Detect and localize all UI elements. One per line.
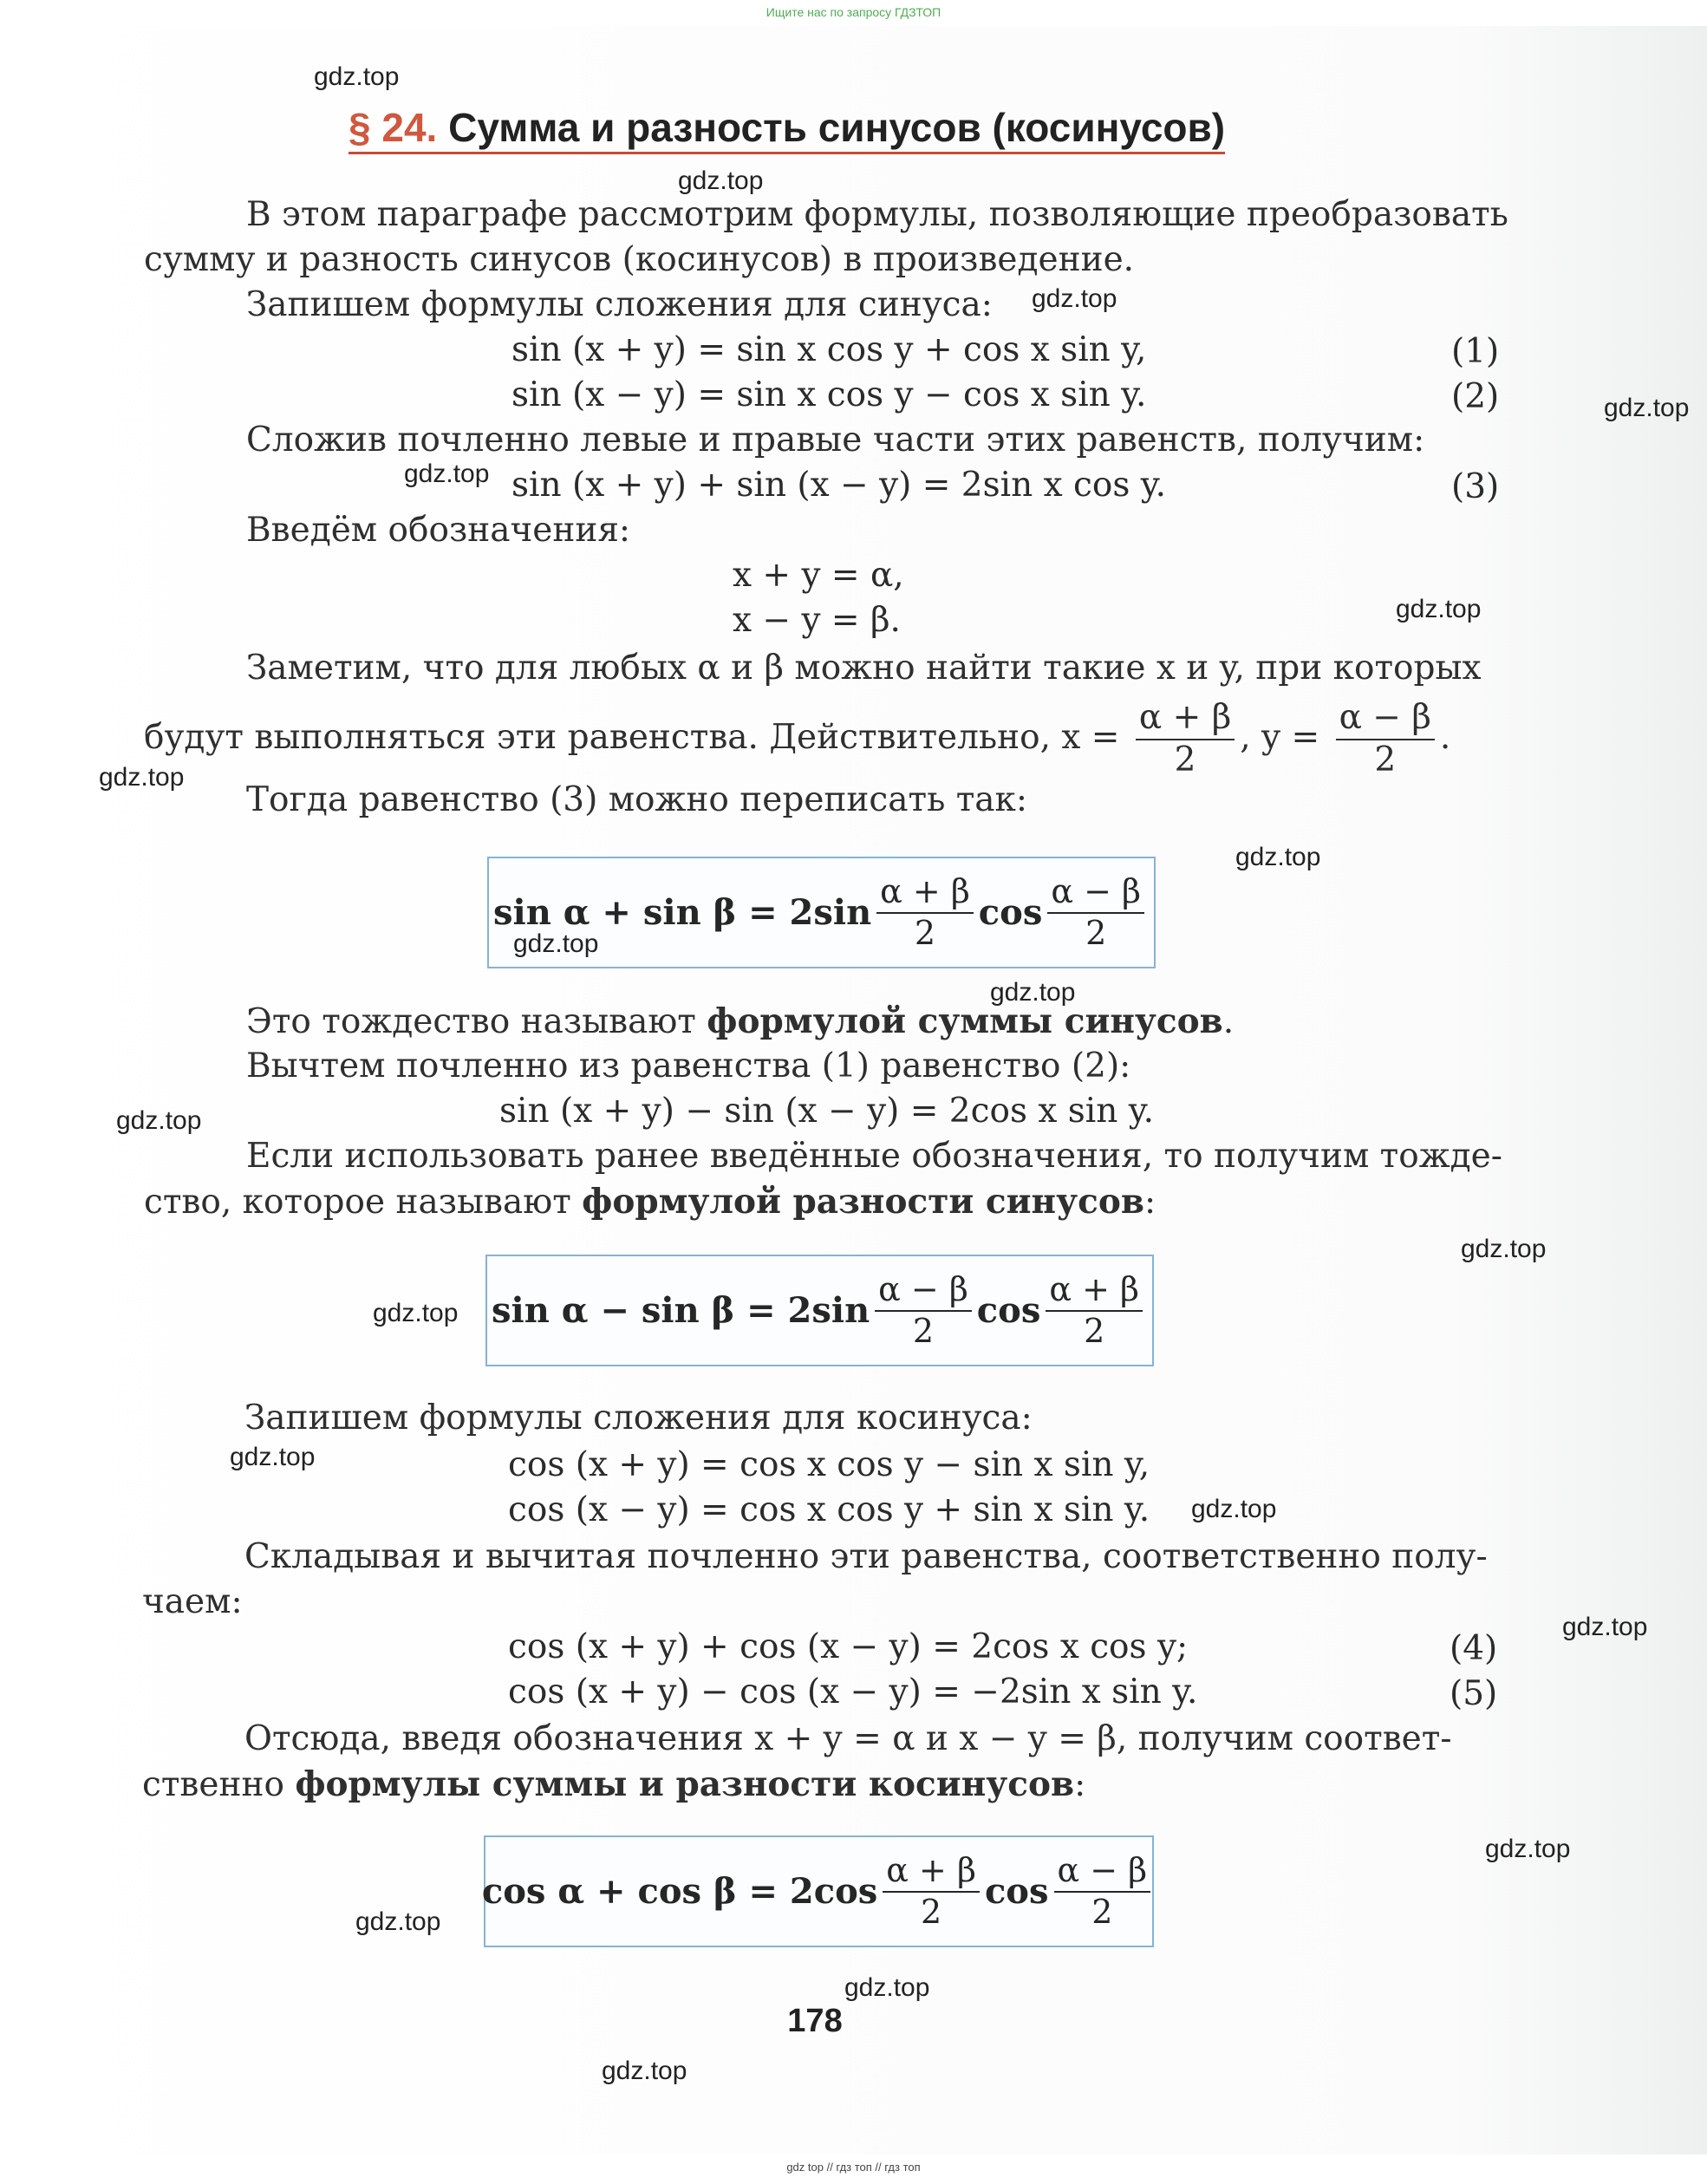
equation-3-number: (3) (1451, 467, 1500, 506)
box3-fraction-2-denominator: 2 (1091, 1892, 1113, 1931)
equation-2-lhs: sin (x − y) (511, 375, 687, 414)
watermark: gdz.top (1032, 284, 1117, 313)
paragraph-note-end: . (1439, 717, 1451, 757)
equation-4-number: (4) (1450, 1629, 1498, 1668)
equation-2-rhs: = sin x cos y − cos x sin y. (697, 375, 1147, 414)
section-title-text: Сумма и разность синусов (косинусов) (448, 105, 1226, 150)
watermark: gdz.top (355, 1907, 441, 1936)
watermark: gdz.top (1604, 394, 1690, 422)
box2-fraction-2-denominator: 2 (1084, 1311, 1105, 1350)
box2-fraction-2 (1046, 1269, 1143, 1350)
paragraph-subtract: Вычтем почленно из равенства (1) равенство (2): (246, 1046, 1131, 1085)
term-sum-difference-cosines: формулы суммы и разности косинусов (295, 1764, 1075, 1804)
box1-lhs: sin α + sin β = 2sin (493, 892, 872, 933)
term-sum-of-sines: формулой суммы синусов (707, 1001, 1223, 1041)
fraction-y (1336, 698, 1435, 779)
box3-fraction-1 (883, 1850, 980, 1931)
watermark: gdz.top (602, 2057, 687, 2085)
box2-lhs: sin α − sin β = 2sin (492, 1290, 870, 1331)
paragraph-sine-formulas: Запишем формулы сложения для синуса: (246, 285, 993, 324)
equation-5: cos (x + y) − cos (x − y) = −2sin x sin y. (508, 1672, 1198, 1711)
fraction-x-denominator: 2 (1174, 740, 1196, 779)
box1-cos: cos (978, 892, 1043, 933)
watermark: gdz.top (678, 166, 764, 195)
equation-4: cos (x + y) + cos (x − y) = 2cos x cos y; (508, 1627, 1189, 1666)
p12-post: : (1074, 1765, 1086, 1804)
watermark: gdz.top (1461, 1235, 1547, 1263)
paragraph-sum-of-sines (246, 1001, 1234, 1043)
p9-pre: ство, которое называют (144, 1183, 583, 1222)
watermark: gdz.top (404, 460, 490, 488)
paragraph-add-subtract-line-2: чаем: (142, 1582, 243, 1621)
term-difference-of-sines: формулой разности синусов (582, 1182, 1144, 1222)
equation-1-rhs: = sin x cos y + cos x sin y, (697, 330, 1147, 369)
substitution-alpha: x + y = α, (733, 556, 904, 595)
equation-3: sin (x + y) + sin (x − y) = 2sin x cos y. (511, 466, 1166, 505)
watermark: gdz.top (116, 1106, 202, 1135)
paragraph-add-subtract-text-1: Складывая и вычитая почленно эти равенства, соответственно полу- (244, 1537, 1488, 1576)
equation-1-lhs: sin (x + y) (511, 330, 687, 369)
equation-difference: sin (x + y) − sin (x − y) = 2cos x sin y. (499, 1092, 1154, 1131)
box2-cos: cos (976, 1290, 1041, 1331)
paragraph-difference-text-1: Если использовать ранее введённые обозначения, то получим тожде- (246, 1137, 1502, 1176)
box1-fraction-1 (876, 871, 974, 952)
watermark: gdz.top (1485, 1835, 1571, 1863)
box1-fraction-2-denominator: 2 (1085, 913, 1107, 952)
watermark: gdz.top (373, 1299, 459, 1327)
paragraph-add-subtract-line-1 (244, 1537, 1503, 1578)
paragraph-notation: Введём обозначения: (246, 511, 631, 550)
substitution-beta: x − y = β. (733, 601, 901, 640)
box3-lhs: cos α + cos β = 2cos (481, 1871, 878, 1912)
paragraph-hence-line-1 (244, 1719, 1503, 1760)
box3-cos: cos (984, 1871, 1049, 1912)
paragraph-hence-text-1: Отсюда, введя обозначения x + y = α и x − y = β, получим соответ- (244, 1719, 1452, 1758)
p9-post: : (1143, 1183, 1156, 1222)
paragraph-rewrite: Тогда равенство (3) можно переписать так: (246, 780, 1028, 819)
equation-cos-diff: cos (x − y) = cos x cos y + sin x sin y. (508, 1490, 1150, 1529)
box1-fraction-2-numerator: α − β (1047, 875, 1144, 914)
paragraph-note-line-1 (246, 649, 1503, 689)
paragraph-hence-line-2 (142, 1764, 1085, 1806)
box2-fraction-1 (875, 1269, 972, 1350)
watermark: gdz.top (99, 763, 185, 792)
paragraph-intro-line-1 (246, 195, 1508, 236)
equation-2-number: (2) (1451, 377, 1500, 416)
box2-fraction-2-numerator: α + β (1046, 1273, 1143, 1312)
paragraph-cosine-formulas: Запишем формулы сложения для косинуса: (244, 1398, 1033, 1438)
watermark: gdz.top (1562, 1613, 1648, 1641)
watermark: gdz.top (1235, 843, 1321, 871)
formula-box-difference-of-sines (485, 1255, 1154, 1366)
watermark: gdz.top (513, 929, 599, 958)
paragraph-difference-line-1 (246, 1137, 1503, 1177)
footer-note: gdz top // гдз топ // гдз топ (786, 2161, 921, 2174)
watermark: gdz.top (990, 978, 1076, 1007)
box2-fraction-1-numerator: α − β (875, 1273, 972, 1312)
fraction-x-numerator: α + β (1136, 701, 1235, 740)
watermark: gdz.top (1396, 595, 1482, 623)
paragraph-note-separator: , y = (1240, 717, 1320, 757)
box2-fraction-1-denominator: 2 (912, 1311, 935, 1350)
section-number: § 24. (349, 105, 438, 150)
watermark: gdz.top (314, 62, 400, 91)
watermark: gdz.top (844, 1973, 930, 2002)
equation-cos-sum: cos (x + y) = cos x cos y − sin x sin y, (508, 1445, 1150, 1484)
paragraph-note-line-2 (144, 698, 1451, 779)
equation-2 (511, 375, 1146, 416)
paragraph-intro-line-2: сумму и разность синусов (косинусов) в произведение. (144, 240, 1135, 279)
equation-5-number: (5) (1450, 1674, 1498, 1713)
p7-pre: Это тождество называют (246, 1002, 707, 1041)
page-number: 178 (787, 2003, 843, 2039)
formula-box-sum-of-cosines (481, 1835, 1154, 1947)
fraction-x (1136, 698, 1235, 779)
paragraph-intro-text-1: В этом параграфе рассмотрим формулы, позволяющие преобразовать (246, 195, 1508, 234)
paragraph-note-text-2: будут выполняться эти равенства. Действительно, x = (144, 717, 1120, 757)
fraction-y-denominator: 2 (1374, 740, 1397, 779)
equation-1-number: (1) (1451, 332, 1500, 371)
box1-fraction-1-denominator: 2 (914, 913, 936, 952)
paragraph-difference-line-2 (144, 1182, 1156, 1223)
box3-fraction-1-denominator: 2 (921, 1892, 942, 1931)
fraction-y-numerator: α − β (1336, 701, 1435, 740)
equation-1 (511, 330, 1146, 371)
box1-fraction-1-numerator: α + β (876, 875, 974, 914)
watermark: gdz.top (230, 1443, 316, 1471)
box3-fraction-2 (1054, 1850, 1151, 1931)
p7-post: . (1222, 1002, 1235, 1041)
p12-pre: ственно (142, 1765, 296, 1804)
paragraph-note-text-1: Заметим, что для любых α и β можно найти такие x и y, при которых (246, 649, 1482, 688)
box3-fraction-1-numerator: α + β (883, 1854, 980, 1893)
box3-fraction-2-numerator: α − β (1054, 1854, 1151, 1893)
section-title (349, 106, 1225, 154)
header-note: Ищите нас по запросу ГДЗТОП (766, 5, 941, 19)
box1-fraction-2 (1047, 871, 1144, 952)
watermark: gdz.top (1191, 1495, 1277, 1523)
paragraph-adding: Сложив почленно левые и правые части этих равенств, получим: (246, 421, 1425, 460)
